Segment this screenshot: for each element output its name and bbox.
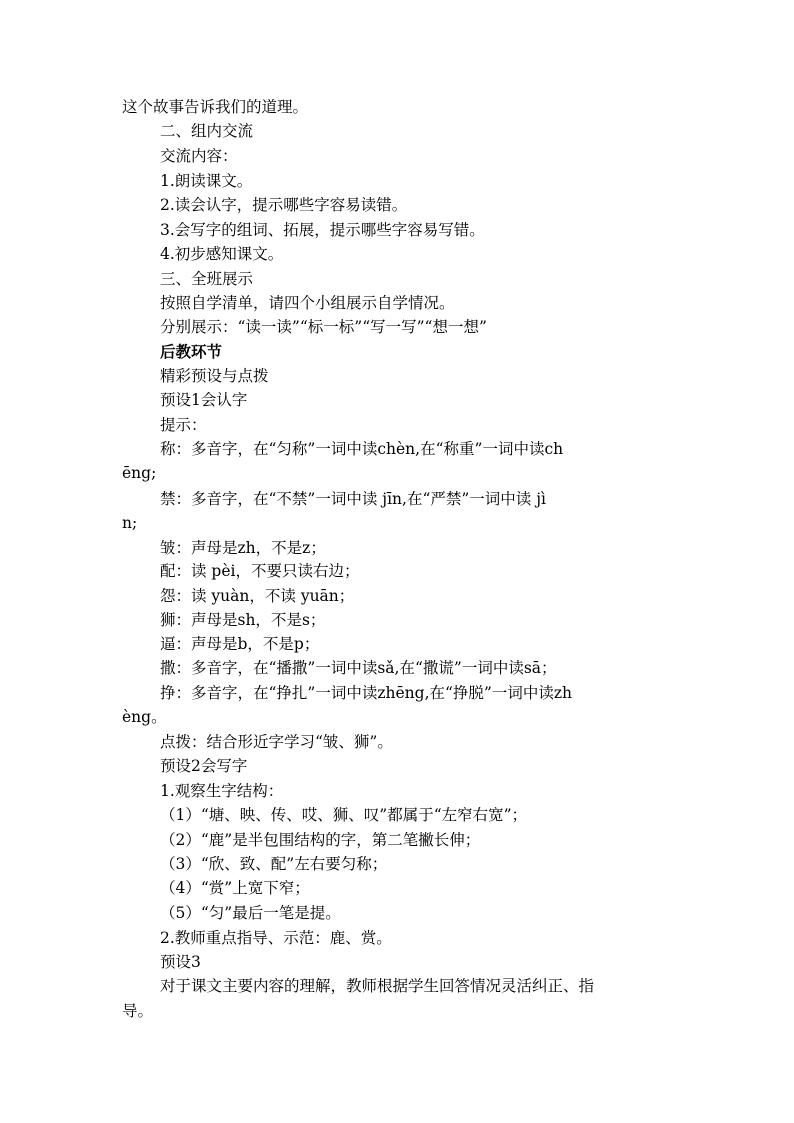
text-line: 二、组内交流 — [160, 122, 254, 140]
text-line: n; — [122, 514, 138, 532]
text-line: 导。 — [122, 1002, 154, 1020]
text-line: 禁：多音字，在“不禁”一词中读 jīn,在“严禁”一词中读 jì — [160, 490, 546, 508]
text-line: 精彩预设与点拨 — [160, 367, 269, 385]
text-line: 配：读 pèi，不要只读右边； — [160, 562, 360, 580]
text-line: 预设2会写字 — [160, 757, 248, 775]
text-line: 3.会写字的组词、拓展，提示哪些字容易写错。 — [160, 221, 485, 239]
text-line: 4.初步感知课文。 — [160, 245, 284, 263]
text-line: 1.朗读课文。 — [160, 172, 253, 190]
text-line: 这个故事告诉我们的道理。 — [122, 98, 309, 116]
text-line: （4）“赏”上宽下窄； — [160, 879, 310, 897]
text-line: 对于课文主要内容的理解，教师根据学生回答情况灵活纠正、指 — [160, 977, 595, 995]
text-line: èng。 — [122, 708, 167, 726]
text-line: 怨：读 yuàn，不读 yuān； — [160, 587, 355, 605]
text-line: ēng; — [122, 464, 157, 482]
text-line: 提示： — [160, 416, 207, 434]
text-line: 挣：多音字，在“挣扎”一词中读zhēng,在“挣脱”一词中读zh — [160, 684, 573, 702]
text-line: 按照自学清单，请四个小组展示自学情况。 — [160, 294, 455, 312]
text-line: （1）“塘、映、传、哎、狮、叹”都属于“左窄右宽”； — [160, 806, 528, 824]
text-line: （3）“欣、致、配”左右要匀称； — [160, 855, 388, 873]
text-line: 狮：声母是sh，不是s； — [160, 611, 326, 629]
text-line: 逼：声母是b，不是p； — [160, 635, 320, 653]
text-line: 交流内容： — [160, 147, 238, 165]
text-line: 2.读会认字，提示哪些字容易读错。 — [160, 196, 408, 214]
text-line: 三、全班展示 — [160, 270, 254, 288]
text-line: 称：多音字，在“匀称”一词中读chèn,在“称重”一词中读ch — [160, 440, 564, 458]
text-line: 撒：多音字，在“播撒”一词中读sǎ,在“撒谎”一词中读sā； — [160, 659, 557, 677]
text-line: 分别展示：“读一读”“标一标”“写一写”“想一想” — [160, 318, 487, 336]
text-line: （2）“鹿”是半包围结构的字，第二笔撇长伸； — [160, 831, 481, 849]
text-line: 2.教师重点指导、示范：鹿、赏。 — [160, 929, 392, 947]
text-line: 预设1会认字 — [160, 391, 248, 409]
text-line: 后教环节 — [160, 342, 223, 361]
text-line: 皱：声母是zh，不是z； — [160, 539, 326, 557]
text-line: 1.观察生字结构： — [160, 782, 284, 800]
text-line: 点拨：结合形近字学习“皱、狮”。 — [160, 733, 393, 751]
text-line: 预设3 — [160, 953, 201, 971]
text-line: （5）“匀”最后一笔是提。 — [160, 904, 341, 922]
